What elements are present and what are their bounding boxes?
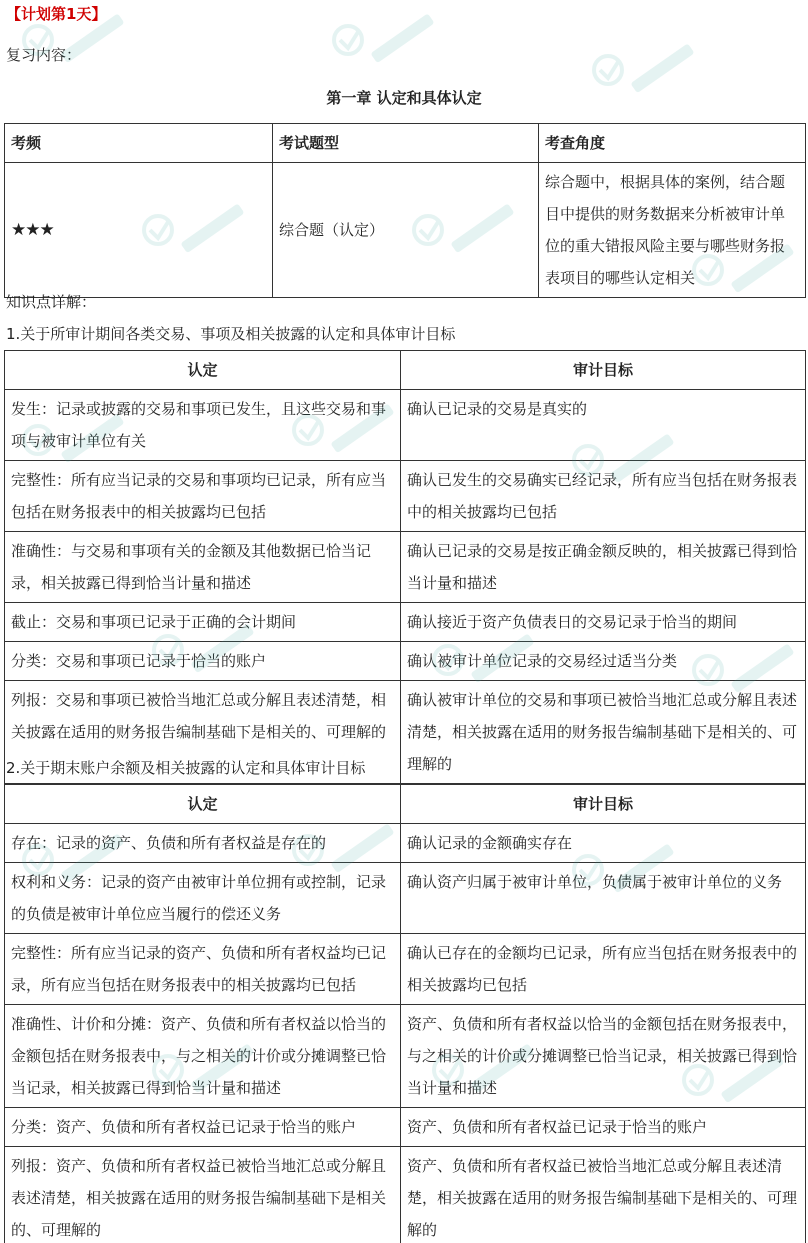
assertion-cell: 权利和义务：记录的资产由被审计单位拥有或控制，记录的负债是被审计单位应当履行的偿还义务 (5, 863, 401, 934)
table-row (5, 1147, 806, 1243)
table-row (5, 532, 806, 603)
objective-cell: 确认被审计单位记录的交易经过适当分类 (401, 642, 806, 681)
table-row (5, 863, 806, 934)
objective-cell: 确认已记录的交易是按正确金额反映的，相关披露已得到恰当计量和描述 (401, 532, 806, 603)
section2-header-objective: 审计目标 (401, 785, 806, 824)
overview-header-row (5, 124, 806, 163)
plan-title: 【计划第1天】 (6, 5, 107, 23)
overview-table (4, 123, 806, 298)
table-row (5, 1108, 806, 1147)
section1-title: 1.关于所审计期间各类交易、事项及相关披露的认定和具体审计目标 (6, 325, 456, 343)
assertion-cell: 完整性：所有应当记录的交易和事项均已记录，所有应当包括在财务报表中的相关披露均已包括 (5, 461, 401, 532)
section1-table (4, 350, 806, 784)
header-frequency: 考频 (5, 124, 273, 163)
table-row (5, 824, 806, 863)
objective-cell: 确认已记录的交易是真实的 (401, 390, 806, 461)
knowledge-label: 知识点详解： (6, 293, 97, 311)
objective-cell: 资产、负债和所有者权益已记录于恰当的账户 (401, 1108, 806, 1147)
objective-cell: 资产、负债和所有者权益以恰当的金额包括在财务报表中，与之相关的计价或分摊调整已恰当记录，相关披露已得到恰当计量和描述 (401, 1005, 806, 1108)
assertion-cell: 发生：记录或披露的交易和事项已发生，且这些交易和事项与被审计单位有关 (5, 390, 401, 461)
assertion-cell: 分类：交易和事项已记录于恰当的账户 (5, 642, 401, 681)
header-question-type: 考试题型 (273, 124, 539, 163)
section1-header-assertion: 认定 (5, 351, 401, 390)
table-row (5, 1005, 806, 1108)
section2-title: 2.关于期末账户余额及相关披露的认定和具体审计目标 (6, 759, 366, 777)
objective-cell: 资产、负债和所有者权益已被恰当地汇总或分解且表述清楚，相关披露在适用的财务报告编制基础下是相关的、可理解的 (401, 1147, 806, 1243)
question-type: 综合题（认定） (273, 163, 539, 298)
section1-header-objective: 审计目标 (401, 351, 806, 390)
assertion-cell: 完整性：所有应当记录的资产、负债和所有者权益均已记录，所有应当包括在财务报表中的相关披露均已包括 (5, 934, 401, 1005)
assertion-cell: 列报：资产、负债和所有者权益已被恰当地汇总或分解且表述清楚，相关披露在适用的财务报告编制基础下是相关的、可理解的 (5, 1147, 401, 1243)
assertion-cell: 截止：交易和事项已记录于正确的会计期间 (5, 603, 401, 642)
assertion-cell: 准确性：与交易和事项有关的金额及其他数据已恰当记录，相关披露已得到恰当计量和描述 (5, 532, 401, 603)
section2-table (4, 784, 806, 1243)
section2-header-assertion: 认定 (5, 785, 401, 824)
table-row (5, 390, 806, 461)
objective-cell: 确认已存在的金额均已记录，所有应当包括在财务报表中的相关披露均已包括 (401, 934, 806, 1005)
watermark-logo-icon (330, 10, 450, 70)
table-row (5, 461, 806, 532)
assertion-cell: 列报：交易和事项已被恰当地汇总或分解且表述清楚，相关披露在适用的财务报告编制基础下是相关的、可理解的 (5, 681, 401, 784)
objective-cell: 确认接近于资产负债表日的交易记录于恰当的期间 (401, 603, 806, 642)
review-label: 复习内容： (6, 46, 82, 64)
objective-cell: 确认被审计单位的交易和事项已被恰当地汇总或分解且表述清楚，相关披露在适用的财务报告编制基础下是相关的、可理解的 (401, 681, 806, 784)
section2-header-row (5, 785, 806, 824)
assertion-cell: 准确性、计价和分摊：资产、负债和所有者权益以恰当的金额包括在财务报表中，与之相关的计价或分摊调整已恰当记录，相关披露已得到恰当计量和描述 (5, 1005, 401, 1108)
objective-cell: 确认资产归属于被审计单位，负债属于被审计单位的义务 (401, 863, 806, 934)
header-angle: 考查角度 (539, 124, 806, 163)
chapter-title: 第一章 认定和具体认定 (326, 89, 482, 107)
exam-angle: 综合题中，根据具体的案例，结合题目中提供的财务数据来分析被审计单位的重大错报风险主要与哪些财务报表项目的哪些认定相关 (539, 163, 806, 298)
table-row (5, 934, 806, 1005)
assertion-cell: 分类：资产、负债和所有者权益已记录于恰当的账户 (5, 1108, 401, 1147)
section1-header-row (5, 351, 806, 390)
table-row (5, 603, 806, 642)
table-row (5, 642, 806, 681)
overview-row (5, 163, 806, 298)
frequency-stars: ★★★ (5, 163, 273, 298)
objective-cell: 确认已发生的交易确实已经记录，所有应当包括在财务报表中的相关披露均已包括 (401, 461, 806, 532)
objective-cell: 确认记录的金额确实存在 (401, 824, 806, 863)
assertion-cell: 存在：记录的资产、负债和所有者权益是存在的 (5, 824, 401, 863)
